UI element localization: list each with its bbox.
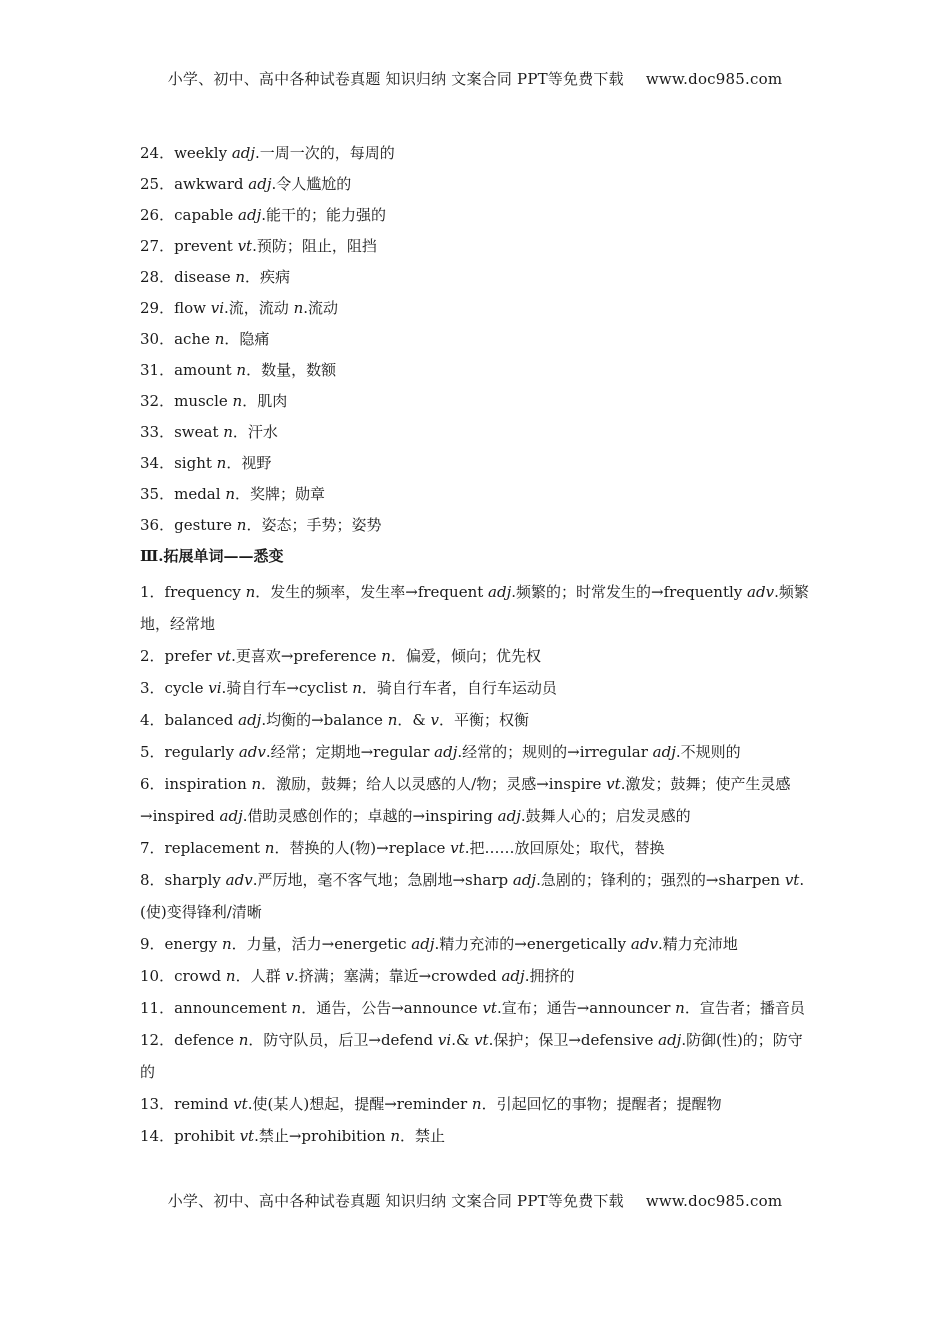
entry-number: 29． <box>140 299 175 317</box>
vocab-entry <box>140 514 815 545</box>
entry-word: medal <box>174 485 226 503</box>
part-of-speech: n <box>381 647 391 665</box>
entry-number: 4． <box>140 711 165 729</box>
entry-number: 8． <box>140 871 165 889</box>
part-of-speech: n <box>293 299 304 317</box>
part-of-speech: adv <box>747 583 775 601</box>
vocab-entry <box>140 328 815 359</box>
part-of-speech: vt <box>233 1095 248 1113</box>
section-title: Ⅲ.拓展单词——悉变 <box>140 547 284 565</box>
part-of-speech: n <box>236 516 247 534</box>
vocab-entry <box>140 173 815 204</box>
entry-text: .频繁的；时常发生的→frequently <box>511 583 748 601</box>
entry-text: ．激励，鼓舞；给人以灵感的人/物；灵感→inspire <box>261 775 607 793</box>
vocab-extended-entry <box>140 864 815 928</box>
part-of-speech: adj <box>238 711 262 729</box>
vocab-extended-entry <box>140 928 815 960</box>
entry-text: .挤满；塞满；靠近→crowded <box>293 967 502 985</box>
entry-text: .禁止→prohibition <box>254 1127 391 1145</box>
entry-text: .(使)变得锋利/清晰 <box>140 871 805 921</box>
entry-text: .骑自行车→cyclist <box>221 679 353 697</box>
vocab-entry <box>140 142 815 173</box>
page-footer <box>0 1190 950 1211</box>
part-of-speech: vt <box>216 647 232 665</box>
entry-number: 34． <box>140 454 175 472</box>
entry-number: 26． <box>140 206 175 224</box>
part-of-speech: adj <box>248 175 272 193</box>
part-of-speech: n <box>352 679 362 697</box>
entry-number: 6． <box>140 775 165 793</box>
header-site-link[interactable]: www.doc985.com <box>645 70 783 88</box>
part-of-speech: vi <box>208 679 222 697</box>
entry-text: .频繁地，经常地 <box>140 583 809 633</box>
entry-number: 2． <box>140 647 165 665</box>
page-header <box>0 68 950 89</box>
entry-number: 33． <box>140 423 175 441</box>
vocab-entry <box>140 452 815 483</box>
part-of-speech: n <box>223 423 233 441</box>
part-of-speech: adj <box>488 583 512 601</box>
entry-number: 10． <box>140 967 175 985</box>
part-of-speech: adj <box>238 206 262 224</box>
part-of-speech: vt <box>482 999 497 1017</box>
entry-number: 11． <box>140 999 175 1017</box>
entry-text: prohibit <box>174 1127 240 1145</box>
entry-definition: .流动 <box>303 299 339 317</box>
part-of-speech: adj <box>501 967 525 985</box>
part-of-speech: adv <box>630 935 658 953</box>
vocab-extended-entry <box>140 1088 815 1120</box>
part-of-speech: vt <box>474 1031 489 1049</box>
entry-text: sharply <box>164 871 226 889</box>
entry-text: .使(某人)想起，提醒→reminder <box>247 1095 472 1113</box>
entry-definition: .预防；阻止，阻挡 <box>252 237 377 255</box>
entry-definition: ．隐痛 <box>224 330 270 348</box>
entry-text: ．引起回忆的事物；提醒者；提醒物 <box>481 1095 722 1113</box>
entry-text: ．骑自行车者，自行车运动员 <box>361 679 557 697</box>
entry-definition: ．肌肉 <box>242 392 288 410</box>
entry-word: amount <box>174 361 237 379</box>
entry-text: inspiration <box>164 775 252 793</box>
entry-text: .拥挤的 <box>524 967 575 985</box>
entry-text: .把……放回原处；取代，替换 <box>464 839 665 857</box>
vocab-entry <box>140 235 815 266</box>
entry-text: ．平衡；权衡 <box>438 711 529 729</box>
entry-text: .精力充沛的→energetically <box>434 935 631 953</box>
header-text: 小学、初中、高中各种试卷真题 知识归纳 文案合同 PPT等免费下载 <box>167 70 624 88</box>
part-of-speech: n <box>225 485 235 503</box>
part-of-speech: n <box>214 330 225 348</box>
part-of-speech: vt <box>606 775 621 793</box>
entry-number: 1． <box>140 583 165 601</box>
part-of-speech: n <box>238 1031 249 1049</box>
vocab-extended-entry <box>140 640 815 672</box>
entry-text: ．防守队员，后卫→defend <box>248 1031 438 1049</box>
part-of-speech: n <box>251 775 262 793</box>
entry-definition: .一周一次的，每周的 <box>255 144 395 162</box>
entry-text: ．偏爱，倾向；优先权 <box>390 647 541 665</box>
vocab-extended-entry <box>140 1120 815 1152</box>
entry-word: muscle <box>174 392 233 410</box>
entry-number: 5． <box>140 743 165 761</box>
vocab-extended-entry <box>140 1024 815 1088</box>
part-of-speech: adj <box>658 1031 682 1049</box>
vocab-entry <box>140 421 815 452</box>
entry-number: 3． <box>140 679 165 697</box>
entry-number: 32． <box>140 392 175 410</box>
vocab-entry <box>140 483 815 514</box>
entry-text: balanced <box>164 711 239 729</box>
entry-definition: ．汗水 <box>232 423 278 441</box>
entry-number: 35． <box>140 485 175 503</box>
vocab-entry <box>140 204 815 235</box>
entry-text: ．宣告者；播音员 <box>684 999 805 1017</box>
vocab-entry <box>140 359 815 390</box>
part-of-speech: n <box>235 268 246 286</box>
entry-word: capable <box>174 206 239 224</box>
part-of-speech: vi <box>437 1031 452 1049</box>
vocab-extended-entry <box>140 832 815 864</box>
entry-number: 7． <box>140 839 165 857</box>
vocab-extended-entry <box>140 704 815 736</box>
entry-text: .激发；鼓舞；使产生灵感→inspired <box>140 775 791 825</box>
entry-text: ．通告，公告→announce <box>301 999 483 1017</box>
entry-definition: ．视野 <box>226 454 272 472</box>
part-of-speech: adv <box>238 743 266 761</box>
entry-text: .严厉地，毫不客气地；急剧地→sharp <box>252 871 513 889</box>
entry-definition: .流，流动 <box>224 299 294 317</box>
entry-text: energy <box>164 935 222 953</box>
entry-text: announcement <box>174 999 292 1017</box>
entry-number: 13． <box>140 1095 175 1113</box>
entry-word: prevent <box>174 237 238 255</box>
entry-text: regularly <box>164 743 239 761</box>
entry-text: .经常；定期地→regular <box>265 743 435 761</box>
part-of-speech: adv <box>225 871 253 889</box>
entry-number: 14． <box>140 1127 175 1145</box>
part-of-speech: adj <box>652 743 676 761</box>
entry-definition: ．数量，数额 <box>246 361 337 379</box>
footer-text: 小学、初中、高中各种试卷真题 知识归纳 文案合同 PPT等免费下载 <box>167 1192 624 1210</box>
entry-text: .经常的；规则的→irregular <box>457 743 653 761</box>
entry-text: frequency <box>164 583 246 601</box>
vocab-extended-entry <box>140 960 815 992</box>
part-of-speech: n <box>675 999 685 1017</box>
entry-text: .均衡的→balance <box>261 711 388 729</box>
vocab-entry <box>140 266 815 297</box>
entry-number: 27． <box>140 237 175 255</box>
entry-definition: .令人尴尬的 <box>271 175 352 193</box>
vocab-extended-entry <box>140 672 815 704</box>
entry-number: 31． <box>140 361 175 379</box>
part-of-speech: vi <box>210 299 225 317</box>
entry-number: 9． <box>140 935 165 953</box>
entry-word: gesture <box>174 516 237 534</box>
entry-word: sight <box>174 454 217 472</box>
entry-text: defence <box>174 1031 239 1049</box>
entry-number: 25． <box>140 175 175 193</box>
entry-word: sweat <box>174 423 224 441</box>
entry-text: ．替换的人(物)→replace <box>274 839 451 857</box>
vocab-entry <box>140 390 815 421</box>
part-of-speech: vt <box>784 871 800 889</box>
entry-definition: ．姿态；手势；姿势 <box>246 516 382 534</box>
part-of-speech: vt <box>239 1127 255 1145</box>
vocab-entry <box>140 297 815 328</box>
part-of-speech: adj <box>497 807 521 825</box>
part-of-speech: vt <box>450 839 465 857</box>
part-of-speech: n <box>291 999 302 1017</box>
entry-text: .& <box>451 1031 475 1049</box>
part-of-speech: n <box>232 392 243 410</box>
part-of-speech: n <box>264 839 275 857</box>
entry-text: .防御(性)的；防守的 <box>140 1031 803 1081</box>
vocab-extended-entry <box>140 992 815 1024</box>
part-of-speech: adj <box>434 743 458 761</box>
entry-text: .不规则的 <box>675 743 741 761</box>
entry-text: .更喜欢→preference <box>231 647 382 665</box>
entry-text: .借助灵感创作的；卓越的→inspiring <box>242 807 498 825</box>
entry-text: replacement <box>164 839 265 857</box>
entry-text: ．人群 <box>235 967 286 985</box>
entry-text: ．发生的频率，发生率→frequent <box>255 583 489 601</box>
part-of-speech: n <box>471 1095 482 1113</box>
entry-text: ．禁止 <box>400 1127 446 1145</box>
entry-text: remind <box>174 1095 234 1113</box>
entry-definition: .能干的；能力强的 <box>261 206 387 224</box>
vocab-extended-entry <box>140 576 815 640</box>
entry-text: cycle <box>164 679 209 697</box>
entry-number: 24． <box>140 144 175 162</box>
part-of-speech: adj <box>219 807 243 825</box>
entry-number: 36． <box>140 516 175 534</box>
entry-definition: ．奖牌；勋章 <box>234 485 325 503</box>
part-of-speech: n <box>387 711 398 729</box>
part-of-speech: v <box>285 967 294 985</box>
entry-number: 12． <box>140 1031 175 1049</box>
part-of-speech: n <box>216 454 227 472</box>
vocab-extended-entry <box>140 768 815 832</box>
entry-text: .宣布；通告→announcer <box>496 999 676 1017</box>
entry-word: weekly <box>174 144 232 162</box>
entry-word: disease <box>174 268 236 286</box>
part-of-speech: adj <box>411 935 435 953</box>
part-of-speech: adj <box>231 144 256 162</box>
entry-text: crowd <box>174 967 226 985</box>
entry-text: prefer <box>164 647 217 665</box>
entry-text: ．力量，活力→energetic <box>231 935 412 953</box>
entry-text: ．& <box>397 711 431 729</box>
entry-number: 28． <box>140 268 175 286</box>
entry-definition: ．疾病 <box>245 268 291 286</box>
entry-text: .鼓舞人心的；启发灵感的 <box>520 807 691 825</box>
part-of-speech: adj <box>512 871 537 889</box>
entry-number: 30． <box>140 330 175 348</box>
entry-text: .精力充沛地 <box>657 935 738 953</box>
vocab-list-part-2 <box>140 142 815 545</box>
part-of-speech: vt <box>237 237 253 255</box>
part-of-speech: v <box>430 711 439 729</box>
part-of-speech: n <box>221 935 232 953</box>
entry-word: awkward <box>174 175 249 193</box>
document-body <box>140 142 815 1152</box>
vocab-extended-entry <box>140 736 815 768</box>
part-of-speech: n <box>390 1127 401 1145</box>
entry-text: .急剧的；锋利的；强烈的→sharpen <box>536 871 785 889</box>
entry-text: .保护；保卫→defensive <box>488 1031 659 1049</box>
footer-site-link[interactable]: www.doc985.com <box>645 1192 783 1210</box>
part-of-speech: n <box>236 361 247 379</box>
part-of-speech: n <box>245 583 256 601</box>
entry-word: ache <box>174 330 215 348</box>
part-of-speech: n <box>225 967 236 985</box>
vocab-list-extended <box>140 576 815 1152</box>
entry-word: flow <box>174 299 211 317</box>
